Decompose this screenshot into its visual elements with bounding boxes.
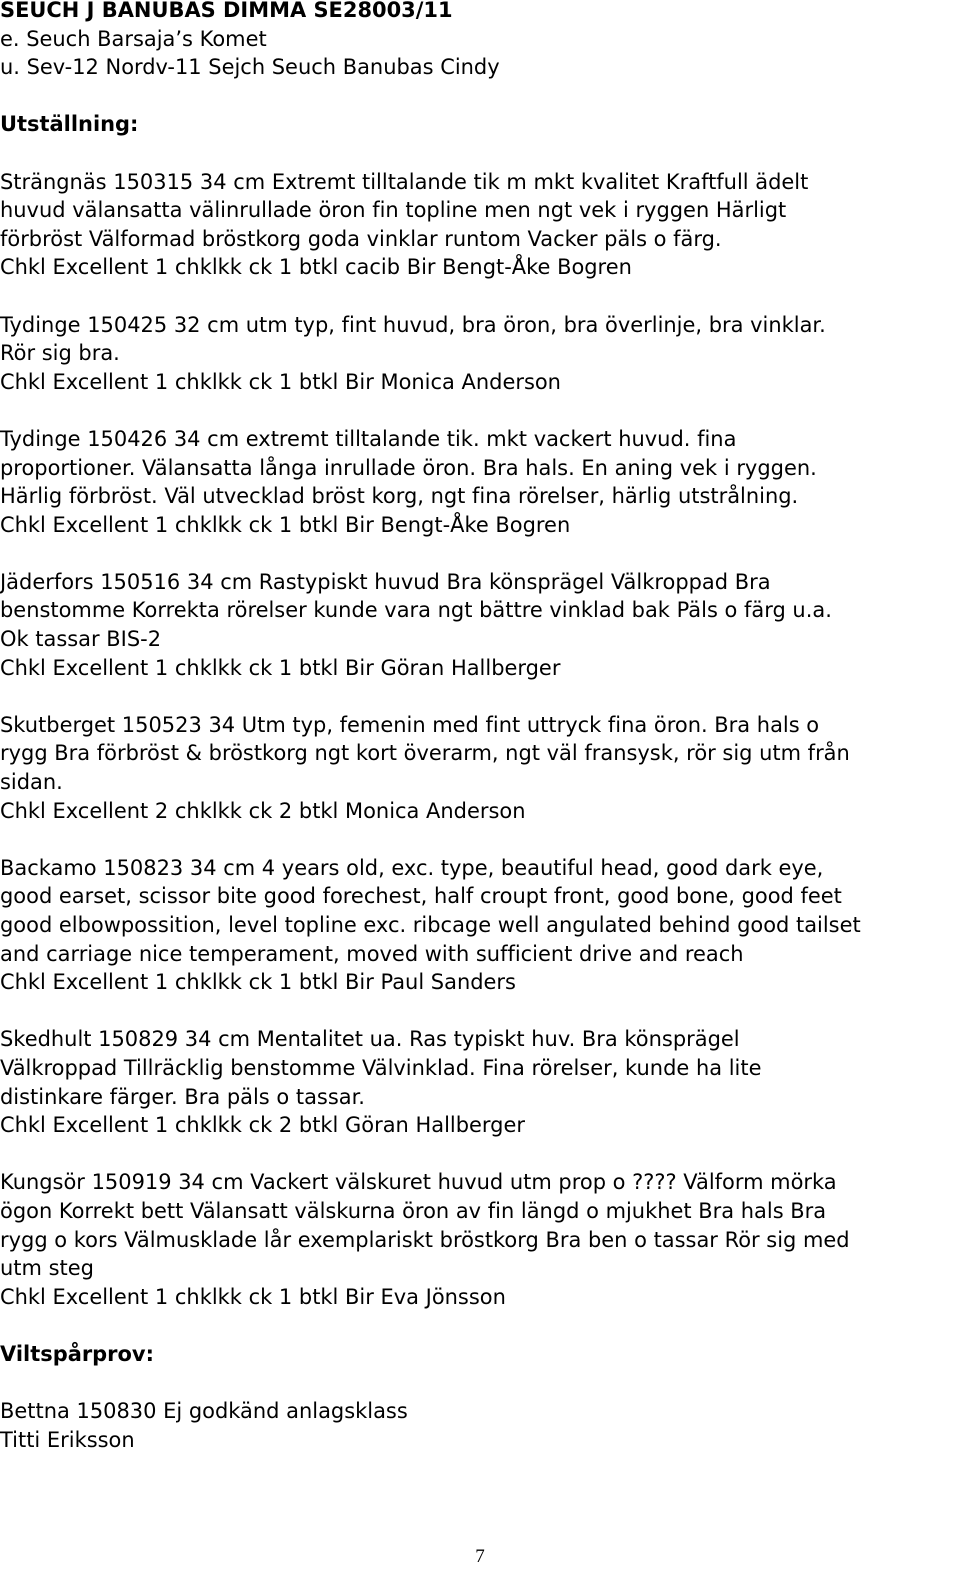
- entry-critique-line: and carriage nice temperament, moved with sufficient drive and reach: [0, 941, 744, 966]
- entry-critique-line: förbröst Välformad bröstkorg goda vinklar runtom Vacker päls o färg.: [0, 226, 722, 251]
- exhibition-heading: Utställning:: [0, 112, 139, 137]
- exhibition-entry: [0, 568, 960, 711]
- entry-critique-line: Ok tassar BIS-2: [0, 627, 162, 652]
- entry-critique-line: benstomme Korrekta rörelser kunde vara ngt bättre vinklad bak Päls o färg u.a.: [0, 598, 832, 623]
- entry-critique-line: Backamo 150823 34 cm 4 years old, exc. type, beautiful head, good dark eye,: [0, 855, 824, 880]
- entry-critique-line: proportioner. Välansatta långa inrullade öron. Bra hals. En aning vek i ryggen.: [0, 455, 817, 480]
- spacer: [0, 82, 960, 111]
- entry-critique-line: Jäderfors 150516 34 cm Rastypiskt huvud Bra könsprägel Välkroppad Bra: [0, 569, 771, 594]
- entry-critique-line: Tydinge 150425 32 cm utm typ, fint huvud, bra öron, bra överlinje, bra vinklar.: [0, 312, 826, 337]
- entry-critique-line: Skutberget 150523 34 Utm typ, femenin med fint uttryck fina öron. Bra hals o: [0, 712, 820, 737]
- spacer: [0, 139, 960, 168]
- exhibition-entry: [0, 1168, 960, 1340]
- entry-critique-line: Strängnäs 150315 34 cm Extremt tilltalande tik m mkt kvalitet Kraftfull ädelt: [0, 169, 809, 194]
- spacer: [0, 1140, 960, 1169]
- exhibition-entry: [0, 711, 960, 854]
- entry-result: Chkl Excellent 1 chklkk ck 2 btkl Göran Hallberger: [0, 1113, 525, 1138]
- spacer: [0, 396, 960, 425]
- entry-critique-line: Rör sig bra.: [0, 341, 120, 366]
- entry-critique-line: good earset, scissor bite good forechest, half croupt front, good bone, good feet: [0, 884, 842, 909]
- spacer: [0, 539, 960, 568]
- entry-critique-line: Härlig förbröst. Väl utvecklad bröst korg, ngt fina rörelser, härlig utstrålning.: [0, 484, 799, 509]
- exhibition-entry: [0, 425, 960, 568]
- exhibition-entry: [0, 854, 960, 1026]
- exhibition-entry: [0, 168, 960, 311]
- entry-critique-line: Välkroppad Tillräcklig benstomme Välvinklad. Fina rörelser, kunde ha lite: [0, 1055, 762, 1080]
- page-number: 7: [475, 1546, 485, 1567]
- entry-critique-line: Kungsör 150919 34 cm Vackert välskuret huvud utm prop o ???? Välform mörka: [0, 1170, 837, 1195]
- mother-line: u. Sev-12 Nordv-11 Sejch Seuch Banubas Cindy: [0, 55, 500, 80]
- exhibition-entry: [0, 311, 960, 425]
- tracking-judge: Titti Eriksson: [0, 1427, 135, 1452]
- entry-result: Chkl Excellent 1 chklkk ck 1 btkl Bir Monica Anderson: [0, 369, 561, 394]
- entry-result: Chkl Excellent 1 chklkk ck 1 btkl Bir Eva Jönsson: [0, 1284, 506, 1309]
- entry-critique-line: good elbowpossition, level topline exc. ribcage well angulated behind good tailset: [0, 913, 861, 937]
- entry-result: Chkl Excellent 2 chklkk ck 2 btkl Monica Anderson: [0, 798, 526, 823]
- tracking-heading: Viltspårprov:: [0, 1341, 154, 1366]
- spacer: [0, 1369, 960, 1398]
- spacer: [0, 997, 960, 1026]
- entry-critique-line: Skedhult 150829 34 cm Mentalitet ua. Ras typiskt huv. Bra könsprägel: [0, 1027, 740, 1052]
- exhibition-entries: [0, 168, 960, 1340]
- entry-critique-line: utm steg: [0, 1256, 94, 1281]
- entry-critique-line: sidan.: [0, 770, 63, 795]
- spacer: [0, 1311, 960, 1340]
- entry-result: Chkl Excellent 1 chklkk ck 1 btkl Bir Bengt-Åke Bogren: [0, 512, 571, 537]
- entry-critique-line: distinkare färger. Bra päls o tassar.: [0, 1084, 365, 1109]
- entry-result: Chkl Excellent 1 chklkk ck 1 btkl cacib Bir Bengt-Åke Bogren: [0, 255, 632, 280]
- entry-critique-line: ögon Korrekt bett Välansatt välskurna öron av fin längd o mjukhet Bra hals Bra: [0, 1198, 827, 1223]
- entry-result: Chkl Excellent 1 chklkk ck 1 btkl Bir Göran Hallberger: [0, 655, 561, 680]
- tracking-result: Bettna 150830 Ej godkänd anlagsklass: [0, 1399, 408, 1424]
- spacer: [0, 682, 960, 711]
- entry-result: Chkl Excellent 1 chklkk ck 1 btkl Bir Paul Sanders: [0, 970, 516, 995]
- spacer: [0, 825, 960, 854]
- entry-critique-line: Tydinge 150426 34 cm extremt tilltalande tik. mkt vackert huvud. fina: [0, 426, 737, 451]
- entry-critique-line: rygg Bra förbröst & bröstkorg ngt kort överarm, ngt väl fransysk, rör sig utm från: [0, 741, 850, 766]
- father-line: e. Seuch Barsaja’s Komet: [0, 26, 267, 51]
- spacer: [0, 282, 960, 311]
- entry-critique-line: rygg o kors Välmusklade lår exemplariskt bröstkorg Bra ben o tassar Rör sig med: [0, 1227, 850, 1252]
- dog-title: SEUCH J BANUBAS DIMMA SE28003/11: [0, 0, 453, 22]
- exhibition-entry: [0, 1025, 960, 1168]
- entry-critique-line: huvud välansatta välinrullade öron fin topline men ngt vek i ryggen Härligt: [0, 198, 787, 223]
